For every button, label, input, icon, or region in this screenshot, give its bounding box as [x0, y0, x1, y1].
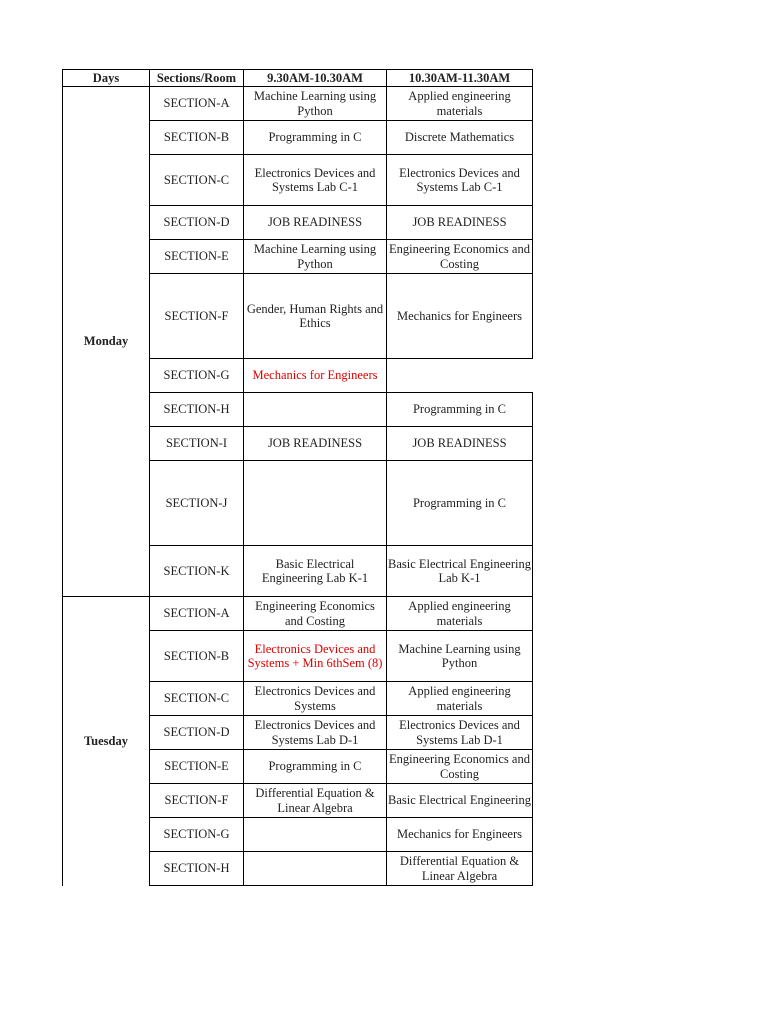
- section-cell: SECTION-I: [150, 427, 244, 461]
- header-slot1: 9.30AM-10.30AM: [244, 70, 387, 87]
- slot1-cell: Mechanics for Engineers: [244, 359, 387, 393]
- section-cell: SECTION-C: [150, 682, 244, 716]
- section-cell: SECTION-D: [150, 716, 244, 750]
- slot1-cell: [244, 852, 387, 886]
- slot1-cell: Programming in C: [244, 750, 387, 784]
- day-tuesday: Tuesday: [63, 597, 150, 886]
- slot1-cell: Differential Equation & Linear Algebra: [244, 784, 387, 818]
- section-cell: SECTION-F: [150, 784, 244, 818]
- section-cell: SECTION-G: [150, 818, 244, 852]
- slot2-cell: Programming in C: [387, 461, 533, 546]
- slot1-cell: Electronics Devices and Systems: [244, 682, 387, 716]
- section-cell: SECTION-A: [150, 87, 244, 121]
- header-slot2: 10.30AM-11.30AM: [387, 70, 533, 87]
- slot1-cell: [244, 461, 387, 546]
- slot2-cell: Applied engineering materials: [387, 87, 533, 121]
- slot1-cell: Basic Electrical Engineering Lab K-1: [244, 546, 387, 597]
- section-cell: SECTION-H: [150, 393, 244, 427]
- slot1-cell: Electronics Devices and Systems Lab D-1: [244, 716, 387, 750]
- section-cell: SECTION-E: [150, 750, 244, 784]
- slot2-cell: Engineering Economics and Costing: [387, 750, 533, 784]
- slot1-cell: [244, 393, 387, 427]
- section-cell: SECTION-B: [150, 121, 244, 155]
- slot2-cell: Programming in C: [387, 393, 533, 427]
- slot2-cell: Basic Electrical Engineering: [387, 784, 533, 818]
- slot1-cell: Programming in C: [244, 121, 387, 155]
- slot1-cell: Machine Learning using Python: [244, 240, 387, 274]
- timetable: [62, 69, 533, 886]
- slot2-cell: Differential Equation & Linear Algebra: [387, 852, 533, 886]
- header-days: Days: [63, 70, 150, 87]
- header-row: [63, 70, 533, 87]
- slot2-cell: [387, 359, 533, 393]
- section-cell: SECTION-B: [150, 631, 244, 682]
- slot2-cell: Applied engineering materials: [387, 597, 533, 631]
- day-monday: Monday: [63, 87, 150, 597]
- slot2-cell: Mechanics for Engineers: [387, 818, 533, 852]
- slot1-cell: Machine Learning using Python: [244, 87, 387, 121]
- section-cell: SECTION-E: [150, 240, 244, 274]
- section-cell: SECTION-C: [150, 155, 244, 206]
- section-cell: SECTION-D: [150, 206, 244, 240]
- slot1-cell: JOB READINESS: [244, 427, 387, 461]
- slot2-cell: JOB READINESS: [387, 206, 533, 240]
- section-cell: SECTION-A: [150, 597, 244, 631]
- slot1-cell: Gender, Human Rights and Ethics: [244, 274, 387, 359]
- table-row: [63, 87, 533, 121]
- section-cell: SECTION-K: [150, 546, 244, 597]
- slot2-cell: Applied engineering materials: [387, 682, 533, 716]
- section-cell: SECTION-F: [150, 274, 244, 359]
- header-sections: Sections/Room: [150, 70, 244, 87]
- section-cell: SECTION-G: [150, 359, 244, 393]
- slot1-cell: [244, 818, 387, 852]
- slot1-cell: Electronics Devices and Systems Lab C-1: [244, 155, 387, 206]
- slot1-cell: JOB READINESS: [244, 206, 387, 240]
- slot2-cell: Electronics Devices and Systems Lab C-1: [387, 155, 533, 206]
- table-row: [63, 597, 533, 631]
- slot2-cell: Discrete Mathematics: [387, 121, 533, 155]
- slot2-cell: JOB READINESS: [387, 427, 533, 461]
- slot1-cell: Engineering Economics and Costing: [244, 597, 387, 631]
- slot2-cell: Basic Electrical Engineering Lab K-1: [387, 546, 533, 597]
- section-cell: SECTION-H: [150, 852, 244, 886]
- slot2-cell: Machine Learning using Python: [387, 631, 533, 682]
- section-cell: SECTION-J: [150, 461, 244, 546]
- slot2-cell: Mechanics for Engineers: [387, 274, 533, 359]
- slot2-cell: Engineering Economics and Costing: [387, 240, 533, 274]
- slot2-cell: Electronics Devices and Systems Lab D-1: [387, 716, 533, 750]
- slot1-cell: Electronics Devices and Systems + Min 6thSem (8): [244, 631, 387, 682]
